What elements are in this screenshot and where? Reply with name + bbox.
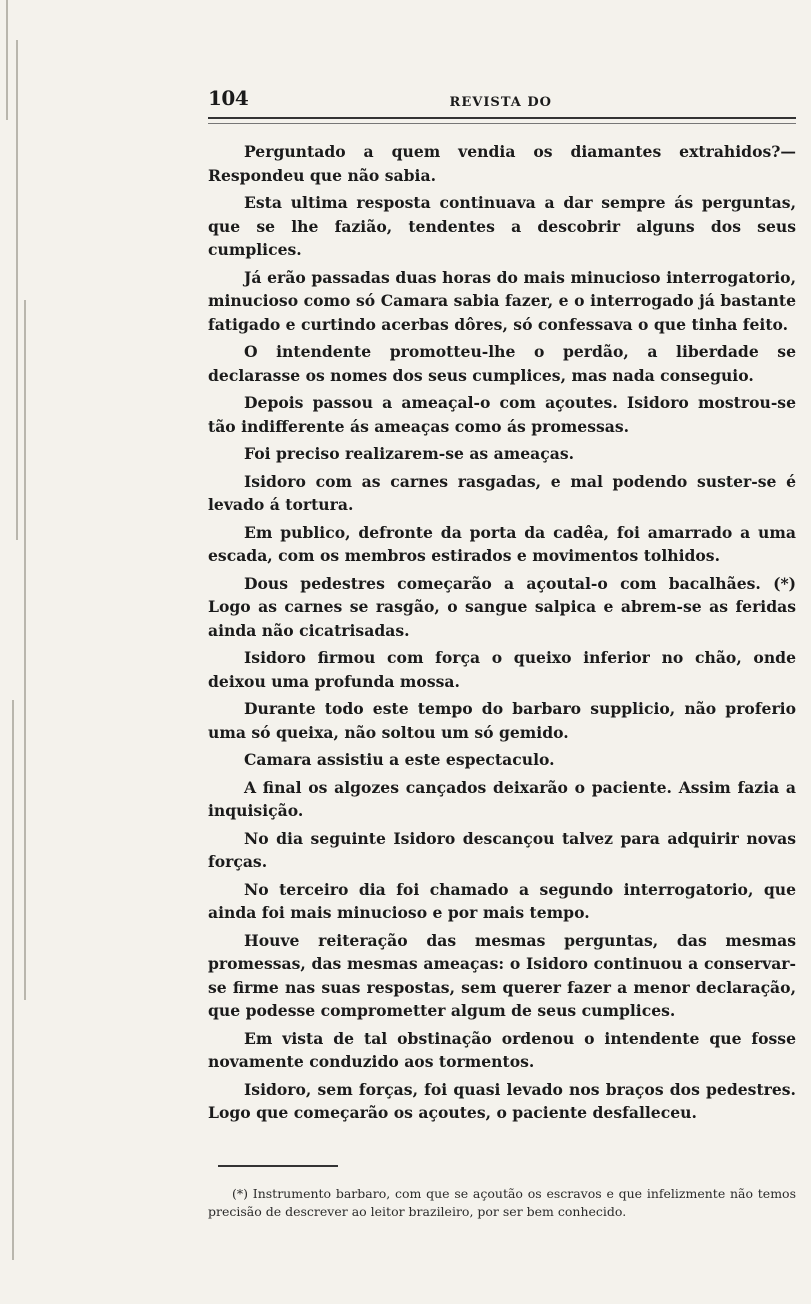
- scan-margin-marks: [0, 0, 34, 1304]
- paragraph: Isidoro firmou com força o queixo inferior no chão, onde deixou uma profunda mossa.: [208, 648, 796, 691]
- paragraph: Isidoro, sem forças, foi quasi levado nos braços dos pedestres. Logo que começarão os açoutes, o paciente desfalleceu.: [208, 1079, 796, 1122]
- paragraph: No dia seguinte Isidoro descançou talvez para adquirir novas forças.: [208, 828, 796, 871]
- header-rule: [208, 117, 796, 124]
- paragraph: Já erão passadas duas horas do mais minucioso interrogatorio, minucioso como só Camara sabia fazer, e o interrogado já bastante fatigado e curtindo acerbas dôres, só confessava o que tinha feito.: [208, 267, 796, 334]
- paragraph: Isidoro com as carnes rasgadas, e mal podendo suster-se é levado á tortura.: [208, 471, 796, 514]
- paragraph: A final os algozes cançados deixarão o paciente. Assim fazia a inquisição.: [208, 777, 796, 820]
- paragraph: Depois passou a ameaçal-o com açoutes. Isidoro mostrou-se tão indifferente ás ameaças como ás promessas.: [208, 393, 796, 436]
- paragraph: No terceiro dia foi chamado a segundo interrogatorio, que ainda foi mais minucioso e por mais tempo.: [208, 879, 796, 922]
- paragraph: Em publico, defronte da porta da cadêa, foi amarrado a uma escada, com os membros estirados e movimentos tolhidos.: [208, 522, 796, 565]
- paragraph: Em vista de tal obstinação ordenou o intendente que fosse novamente conduzido aos tormentos.: [208, 1028, 796, 1071]
- book-page: [208, 80, 796, 1233]
- page-header: [208, 80, 796, 110]
- page-number: 104: [208, 86, 249, 110]
- paragraph: Dous pedestres começarão a açoutal-o com bacalhães. (*) Logo as carnes se rasgão, o sangue salpica e abrem-se as feridas ainda não cicatrisadas.: [208, 573, 796, 640]
- paragraph: Foi preciso realizarem-se as ameaças.: [244, 444, 575, 463]
- footnote: (*) Instrumento barbaro, com que se açoutão os escravos e que infelizmente não temos precisão de descrever ao leitor brazileiro, por ser bem conhecido.: [208, 1185, 796, 1219]
- paragraph: Houve reiteração das mesmas perguntas, das mesmas promessas, das mesmas ameaças: o Isidoro continuou a conservar-se firme nas suas respostas, sem querer fazer a menor declaração, que podesse comprometter algum de seus cumplices.: [208, 930, 796, 1020]
- paragraph: Perguntado a quem vendia os diamantes extrahidos?— Respondeu que não sabia.: [208, 142, 796, 185]
- paragraph: O intendente promotteu-lhe o perdão, a liberdade se declarasse os nomes dos seus cumplices, mas nada conseguio.: [208, 342, 796, 385]
- paragraph: Camara assistiu a este espectaculo.: [244, 750, 555, 769]
- paragraph: Esta ultima resposta continuava a dar sempre ás perguntas, que se lhe fazião, tendentes a descobrir alguns dos seus cumplices.: [208, 193, 796, 259]
- paragraph: Durante todo este tempo do barbaro supplicio, não proferio uma só queixa, não soltou um só gemido.: [208, 699, 796, 742]
- footnote-rule: [218, 1165, 338, 1167]
- running-head: REVISTA DO: [449, 95, 552, 110]
- body-text: [208, 140, 796, 1125]
